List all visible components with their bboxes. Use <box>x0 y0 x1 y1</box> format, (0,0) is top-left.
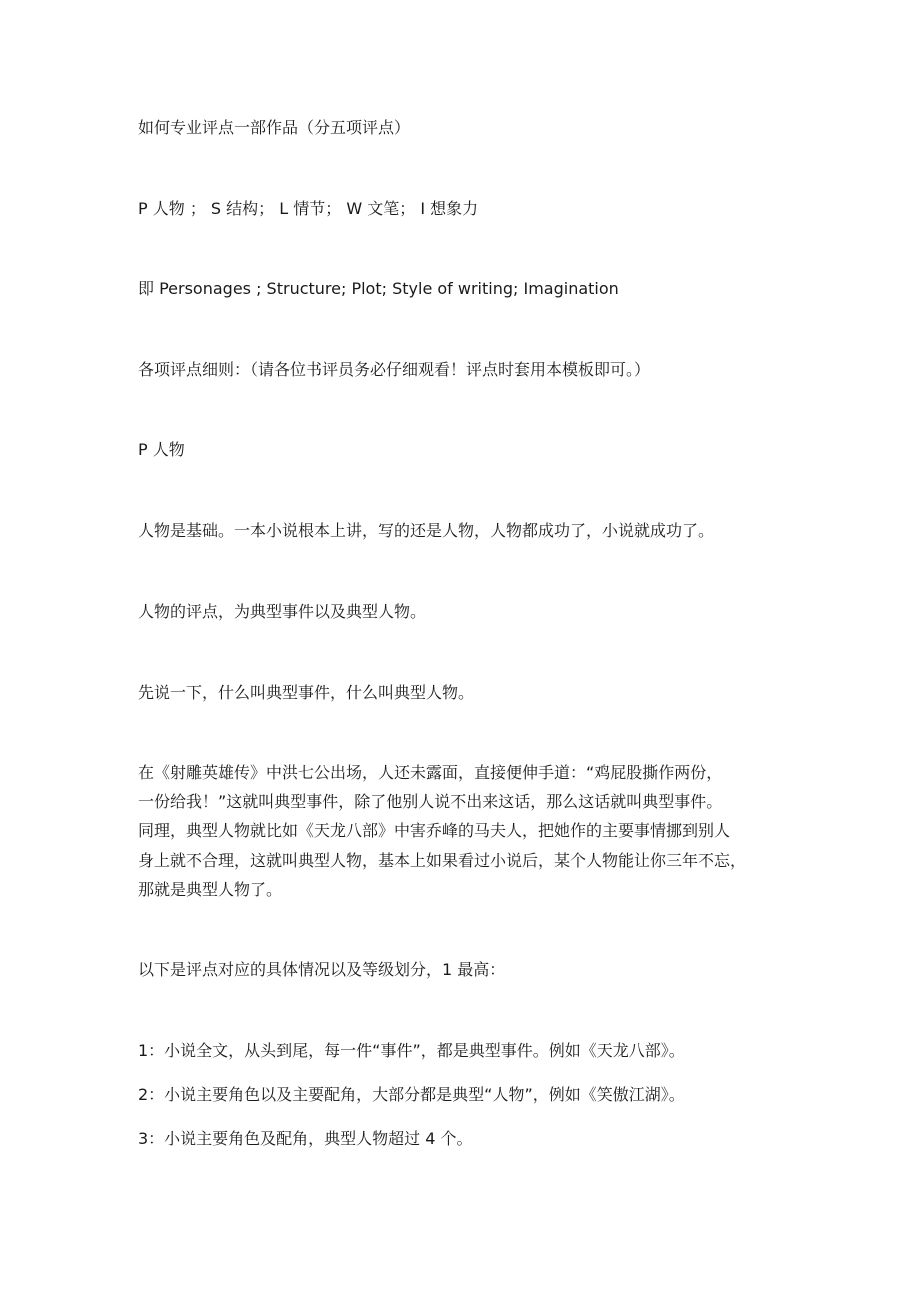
example-paragraph <box>138 758 798 904</box>
example-line: 身上就不合理，这就叫典型人物，基本上如果看过小说后，某个人物能让你三年不忘， <box>138 850 747 870</box>
example-line: 同理，典型人物就比如《天龙八部》中害乔峰的马夫人，把她作的主要事情挪到别人 <box>138 821 731 841</box>
intro-paragraph: 人物是基础。一本小说根本上讲，写的还是人物，人物都成功了，小说就成功了。 <box>138 521 715 540</box>
grade-item-2: 2：小说主要角色以及主要配角，大部分都是典型“人物”，例如《笑傲江湖》。 <box>138 1085 685 1104</box>
grading-intro: 以下是评点对应的具体情况以及等级划分，1 最高： <box>138 960 506 979</box>
categories-english: 即 Personages ; Structure; Plot; Style of writing; Imagination <box>138 279 619 298</box>
example-line: 一份给我！”这就叫典型事件，除了他别人说不出来这话，那么这话就叫典型事件。 <box>138 792 723 812</box>
definition-paragraph: 先说一下，什么叫典型事件，什么叫典型人物。 <box>138 683 475 702</box>
grade-item-3: 3：小说主要角色及配角，典型人物超过 4 个。 <box>138 1129 473 1148</box>
example-line: 那就是典型人物了。 <box>138 879 283 899</box>
document-title: 如何专业评点一部作品（分五项评点） <box>138 118 411 137</box>
categories-chinese: P 人物 ； S 结构； L 情节； W 文笔； I 想象力 <box>138 199 479 218</box>
rules-heading: 各项评点细则：（请各位书评员务必仔细观看！评点时套用本模板即可。） <box>138 360 651 379</box>
example-line: 在《射雕英雄传》中洪七公出场，人还未露面，直接便伸手道：“鸡屁股撕作两份， <box>138 763 723 782</box>
criteria-paragraph: 人物的评点，为典型事件以及典型人物。 <box>138 602 427 621</box>
grade-item-1: 1：小说全文，从头到尾，每一件“事件”，都是典型事件。例如《天龙八部》。 <box>138 1041 685 1060</box>
section-personages-heading: P 人物 <box>138 440 185 459</box>
